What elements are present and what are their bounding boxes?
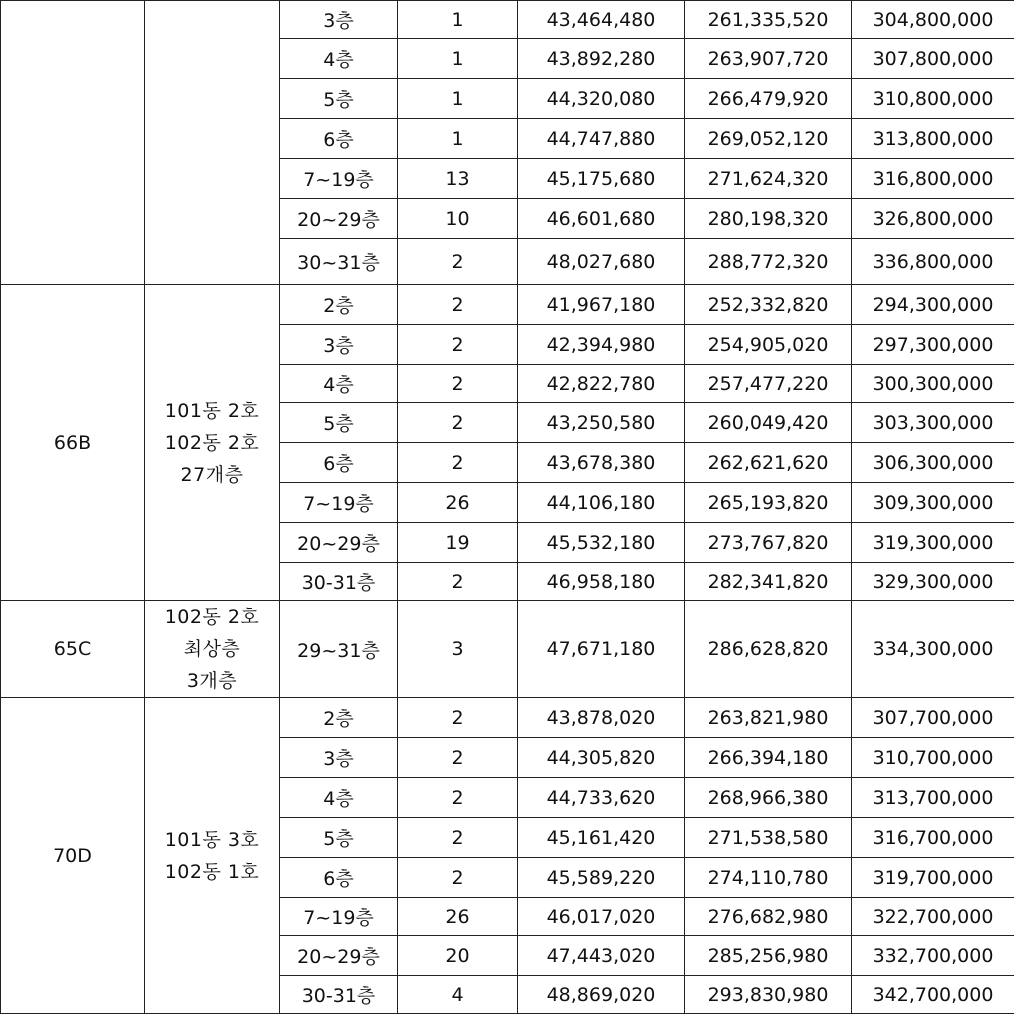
unit-count-cell: 2 xyxy=(398,563,518,601)
unit-note-line: 101동 2호 xyxy=(145,395,279,427)
total-price-cell: 326,800,000 xyxy=(852,199,1014,239)
total-price-cell: 319,300,000 xyxy=(852,523,1014,563)
unit-count-cell: 2 xyxy=(398,325,518,365)
floor-cell: 20~29층 xyxy=(280,523,398,563)
floor-cell: 4층 xyxy=(280,778,398,818)
amount-cell-1: 46,601,680 xyxy=(518,199,685,239)
price-table-body xyxy=(1,1,1014,1014)
floor-cell: 5층 xyxy=(280,403,398,443)
amount-cell-1: 45,589,220 xyxy=(518,858,685,898)
total-price-cell: 329,300,000 xyxy=(852,563,1014,601)
total-price-cell: 310,800,000 xyxy=(852,79,1014,119)
amount-cell-2: 262,621,620 xyxy=(685,443,852,483)
amount-cell-1: 43,464,480 xyxy=(518,1,685,39)
amount-cell-2: 266,479,920 xyxy=(685,79,852,119)
total-price-cell: 342,700,000 xyxy=(852,976,1014,1014)
floor-cell: 30~31층 xyxy=(280,239,398,285)
unit-count-cell: 13 xyxy=(398,159,518,199)
unit-count-cell: 2 xyxy=(398,239,518,285)
amount-cell-1: 43,878,020 xyxy=(518,698,685,738)
amount-cell-1: 43,892,280 xyxy=(518,39,685,79)
total-price-cell: 336,800,000 xyxy=(852,239,1014,285)
table-row xyxy=(1,601,1014,698)
amount-cell-2: 288,772,320 xyxy=(685,239,852,285)
unit-type-cell xyxy=(1,1,145,285)
amount-cell-1: 47,671,180 xyxy=(518,601,685,698)
amount-cell-2: 254,905,020 xyxy=(685,325,852,365)
total-price-cell: 309,300,000 xyxy=(852,483,1014,523)
unit-count-cell: 1 xyxy=(398,119,518,159)
unit-note-line: 최상층 xyxy=(145,633,279,665)
unit-note-cell xyxy=(145,1,280,285)
unit-type-cell: 70D xyxy=(1,698,145,1014)
total-price-cell: 303,300,000 xyxy=(852,403,1014,443)
amount-cell-2: 252,332,820 xyxy=(685,285,852,325)
amount-cell-2: 260,049,420 xyxy=(685,403,852,443)
unit-count-cell: 2 xyxy=(398,858,518,898)
amount-cell-2: 280,198,320 xyxy=(685,199,852,239)
amount-cell-2: 266,394,180 xyxy=(685,738,852,778)
amount-cell-1: 48,869,020 xyxy=(518,976,685,1014)
floor-cell: 2층 xyxy=(280,698,398,738)
unit-count-cell: 4 xyxy=(398,976,518,1014)
amount-cell-1: 45,161,420 xyxy=(518,818,685,858)
amount-cell-2: 271,538,580 xyxy=(685,818,852,858)
amount-cell-2: 261,335,520 xyxy=(685,1,852,39)
total-price-cell: 316,700,000 xyxy=(852,818,1014,858)
amount-cell-2: 285,256,980 xyxy=(685,936,852,976)
unit-note-line: 102동 2호 xyxy=(145,601,279,633)
amount-cell-2: 263,821,980 xyxy=(685,698,852,738)
unit-count-cell: 3 xyxy=(398,601,518,698)
table-row xyxy=(1,285,1014,325)
amount-cell-1: 46,958,180 xyxy=(518,563,685,601)
unit-count-cell: 2 xyxy=(398,778,518,818)
floor-cell: 3층 xyxy=(280,738,398,778)
floor-cell: 29~31층 xyxy=(280,601,398,698)
unit-count-cell: 1 xyxy=(398,39,518,79)
table-row xyxy=(1,1,1014,39)
amount-cell-1: 48,027,680 xyxy=(518,239,685,285)
unit-note-cell xyxy=(145,698,280,1014)
amount-cell-2: 273,767,820 xyxy=(685,523,852,563)
total-price-cell: 332,700,000 xyxy=(852,936,1014,976)
floor-cell: 6층 xyxy=(280,119,398,159)
total-price-cell: 307,800,000 xyxy=(852,39,1014,79)
amount-cell-1: 44,733,620 xyxy=(518,778,685,818)
unit-count-cell: 2 xyxy=(398,403,518,443)
unit-note-line: 102동 1호 xyxy=(145,856,279,888)
unit-type-cell: 66B xyxy=(1,285,145,601)
amount-cell-2: 282,341,820 xyxy=(685,563,852,601)
amount-cell-2: 293,830,980 xyxy=(685,976,852,1014)
unit-count-cell: 1 xyxy=(398,79,518,119)
amount-cell-1: 44,747,880 xyxy=(518,119,685,159)
unit-note-cell xyxy=(145,285,280,601)
amount-cell-1: 45,175,680 xyxy=(518,159,685,199)
total-price-cell: 297,300,000 xyxy=(852,325,1014,365)
amount-cell-1: 42,822,780 xyxy=(518,365,685,403)
unit-count-cell: 19 xyxy=(398,523,518,563)
amount-cell-2: 276,682,980 xyxy=(685,898,852,936)
amount-cell-1: 41,967,180 xyxy=(518,285,685,325)
floor-cell: 30-31층 xyxy=(280,976,398,1014)
total-price-cell: 294,300,000 xyxy=(852,285,1014,325)
floor-cell: 20~29층 xyxy=(280,936,398,976)
amount-cell-1: 44,320,080 xyxy=(518,79,685,119)
amount-cell-1: 45,532,180 xyxy=(518,523,685,563)
total-price-cell: 307,700,000 xyxy=(852,698,1014,738)
floor-cell: 3층 xyxy=(280,1,398,39)
floor-cell: 7~19층 xyxy=(280,159,398,199)
amount-cell-1: 46,017,020 xyxy=(518,898,685,936)
amount-cell-2: 286,628,820 xyxy=(685,601,852,698)
amount-cell-1: 47,443,020 xyxy=(518,936,685,976)
floor-cell: 4층 xyxy=(280,39,398,79)
floor-cell: 3층 xyxy=(280,325,398,365)
total-price-cell: 319,700,000 xyxy=(852,858,1014,898)
total-price-cell: 306,300,000 xyxy=(852,443,1014,483)
amount-cell-2: 265,193,820 xyxy=(685,483,852,523)
amount-cell-2: 274,110,780 xyxy=(685,858,852,898)
floor-cell: 2층 xyxy=(280,285,398,325)
total-price-cell: 310,700,000 xyxy=(852,738,1014,778)
unit-count-cell: 26 xyxy=(398,483,518,523)
floor-cell: 7~19층 xyxy=(280,483,398,523)
unit-count-cell: 1 xyxy=(398,1,518,39)
floor-cell: 20~29층 xyxy=(280,199,398,239)
total-price-cell: 300,300,000 xyxy=(852,365,1014,403)
unit-note-line: 27개층 xyxy=(145,459,279,491)
floor-cell: 6층 xyxy=(280,858,398,898)
amount-cell-1: 42,394,980 xyxy=(518,325,685,365)
unit-note-line: 102동 2호 xyxy=(145,427,279,459)
floor-cell: 30-31층 xyxy=(280,563,398,601)
amount-cell-2: 257,477,220 xyxy=(685,365,852,403)
unit-count-cell: 2 xyxy=(398,738,518,778)
total-price-cell: 304,800,000 xyxy=(852,1,1014,39)
floor-cell: 4층 xyxy=(280,365,398,403)
unit-count-cell: 10 xyxy=(398,199,518,239)
total-price-cell: 334,300,000 xyxy=(852,601,1014,698)
amount-cell-1: 43,678,380 xyxy=(518,443,685,483)
unit-count-cell: 2 xyxy=(398,285,518,325)
total-price-cell: 313,700,000 xyxy=(852,778,1014,818)
unit-count-cell: 2 xyxy=(398,443,518,483)
amount-cell-1: 43,250,580 xyxy=(518,403,685,443)
floor-cell: 5층 xyxy=(280,818,398,858)
unit-count-cell: 2 xyxy=(398,698,518,738)
floor-cell: 6층 xyxy=(280,443,398,483)
floor-cell: 5층 xyxy=(280,79,398,119)
total-price-cell: 322,700,000 xyxy=(852,898,1014,936)
unit-count-cell: 2 xyxy=(398,818,518,858)
unit-note-line: 101동 3호 xyxy=(145,824,279,856)
amount-cell-1: 44,106,180 xyxy=(518,483,685,523)
unit-type-cell: 65C xyxy=(1,601,145,698)
unit-note-line: 3개층 xyxy=(145,665,279,697)
amount-cell-2: 268,966,380 xyxy=(685,778,852,818)
amount-cell-2: 269,052,120 xyxy=(685,119,852,159)
table-row xyxy=(1,698,1014,738)
amount-cell-1: 44,305,820 xyxy=(518,738,685,778)
unit-count-cell: 2 xyxy=(398,365,518,403)
unit-count-cell: 20 xyxy=(398,936,518,976)
amount-cell-2: 263,907,720 xyxy=(685,39,852,79)
unit-count-cell: 26 xyxy=(398,898,518,936)
unit-note-cell xyxy=(145,601,280,698)
total-price-cell: 316,800,000 xyxy=(852,159,1014,199)
amount-cell-2: 271,624,320 xyxy=(685,159,852,199)
total-price-cell: 313,800,000 xyxy=(852,119,1014,159)
floor-cell: 7~19층 xyxy=(280,898,398,936)
